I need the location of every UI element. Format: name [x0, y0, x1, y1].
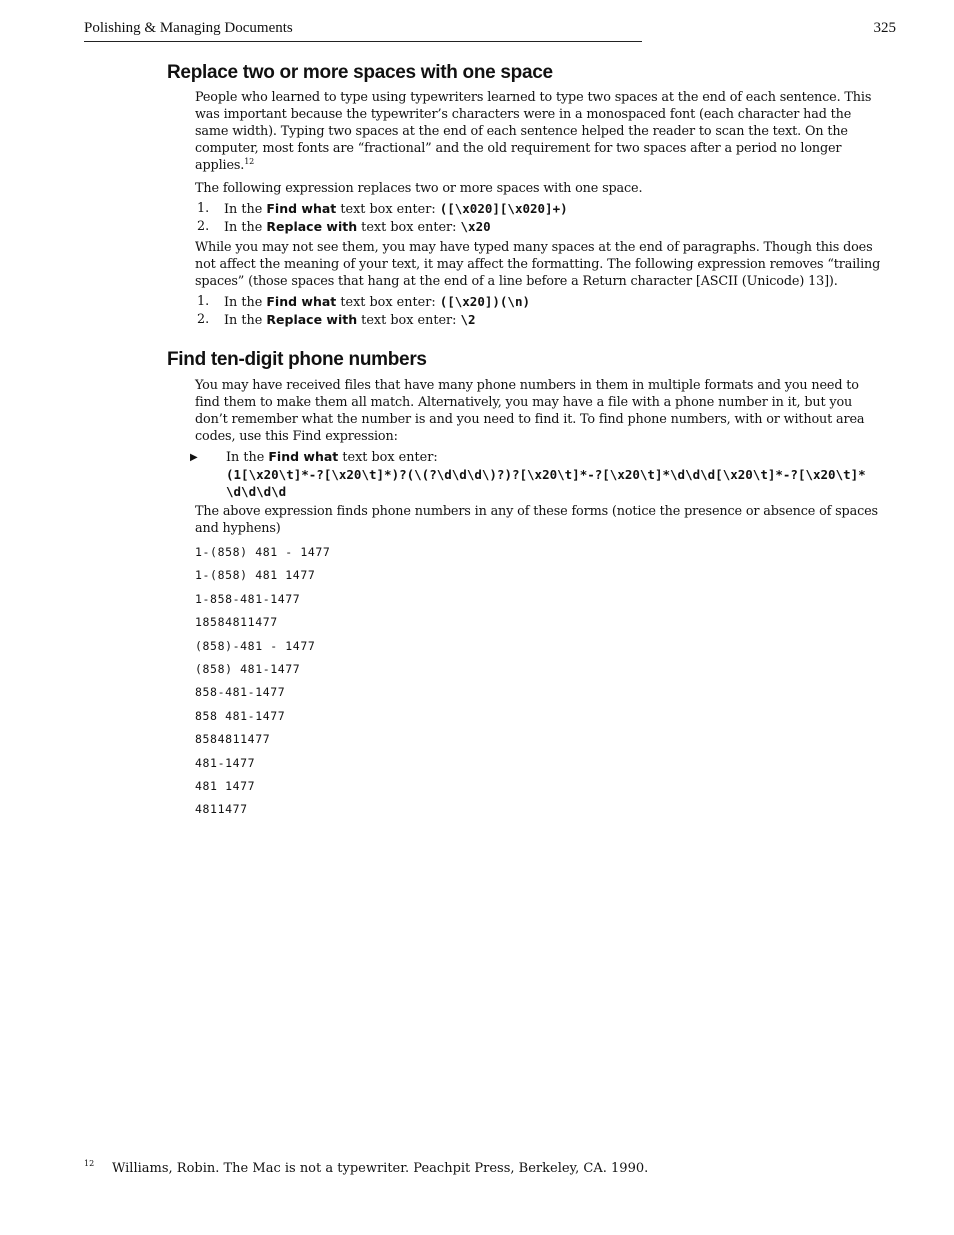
- bullet-instruction: [226, 448, 880, 466]
- bullet-text: In the: [226, 450, 269, 465]
- list-item: 858 481-1477: [195, 708, 286, 723]
- step-text: text box enter:: [357, 220, 461, 235]
- list-item: 4811477: [195, 802, 248, 817]
- page-header: [84, 20, 896, 42]
- steps-list-b: [195, 293, 885, 329]
- section-replace-spaces-body: [195, 89, 885, 329]
- running-title: Polishing & Managing Documents: [84, 20, 293, 36]
- list-item: 1-858-481-1477: [195, 591, 301, 606]
- steps-list-a: [195, 200, 885, 236]
- section-phone-numbers-body: [195, 377, 885, 445]
- list-item: (858) 481-1477: [195, 661, 301, 676]
- step-number: 2.: [197, 312, 210, 327]
- step-number: 1.: [197, 294, 210, 309]
- list-item: (858)-481 - 1477: [195, 638, 316, 653]
- section-heading-phone-numbers: Find ten-digit phone numbers: [167, 349, 427, 370]
- step-number: 1.: [197, 201, 210, 216]
- ui-label: Find what: [268, 449, 339, 464]
- bullet-content: [226, 448, 880, 500]
- triangle-right-icon: ▶: [190, 452, 198, 463]
- paragraph-trailing-spaces: While you may not see them, you may have typed many spaces at the end of paragraphs. Though this does not affect the meaning of your text, it may affect the formatting. The following expression removes “trailing spaces” (those spaces that hang at the end of a line before a Return character [ASCII (Unicode) 13]).: [195, 240, 881, 289]
- step-text: In the: [224, 202, 267, 217]
- list-item: 8584811477: [195, 732, 271, 747]
- paragraph-typewriter: [195, 89, 885, 174]
- code-expression: ([\x20])(\n): [439, 294, 531, 309]
- step-item: [195, 200, 885, 218]
- paragraph-expression-intro: The following expression replaces two or more spaces with one space.: [195, 181, 643, 196]
- ui-label: Find what: [266, 201, 337, 216]
- step-item: [195, 293, 885, 311]
- list-item: 481-1477: [195, 755, 256, 770]
- phone-regex-expression: (1[\x20\t]*-?[\x20\t]*)?(\(?\d\d\d\)?)?[\x20\t]*-?[\x20\t]*\d\d\d[\x20\t]*-?[\x20\t]*\d\d\d\d: [226, 467, 866, 499]
- paragraph-phone-intro: You may have received files that have many phone numbers in them in multiple formats and you need to find them to make them all match. Alternatively, you may have a file with a phone number in it, but you don’t remember what the number is and you need to find it. To find phone numbers, with or without area codes, use this Find expression:: [195, 378, 865, 444]
- ui-label: Replace with: [266, 219, 358, 234]
- step-text: text box enter:: [336, 202, 440, 217]
- phone-examples-list: [195, 544, 330, 825]
- step-item: [195, 218, 885, 236]
- code-expression: ([\x020][\x020]+): [439, 201, 568, 216]
- list-item: 18584811477: [195, 615, 278, 630]
- footnote-reference: 12: [244, 157, 255, 166]
- list-item: 1-(858) 481 - 1477: [195, 545, 331, 559]
- list-item: 1-(858) 481 1477: [195, 568, 316, 583]
- ui-label: Find what: [266, 294, 337, 309]
- step-text: text box enter:: [357, 313, 461, 328]
- step-text: text box enter:: [336, 295, 440, 310]
- section-phone-forms-intro: [195, 503, 885, 537]
- list-item: 858-481-1477: [195, 685, 286, 700]
- code-expression: \x20: [460, 219, 491, 234]
- code-expression: \2: [460, 312, 476, 327]
- ui-label: Replace with: [266, 312, 358, 327]
- footnote-mark: 12: [84, 1159, 95, 1168]
- section-heading-replace-spaces: Replace two or more spaces with one space: [167, 62, 553, 83]
- step-item: [195, 311, 885, 329]
- paragraph-typewriter-text: People who learned to type using typewriters learned to type two spaces at the end of each sentence. This was important because the typewriter’s characters were in a monospaced font (each character had the same width). Typing two spaces at the end of each sentence helped the reader to scan the text. On the computer, most fonts are “fractional” and the old requirement for two spaces after a period no longer applies.: [195, 90, 872, 173]
- list-item: 481 1477: [195, 778, 256, 793]
- footnote-text: Williams, Robin. The Mac is not a typewriter. Peachpit Press, Berkeley, CA. 1990.: [112, 1161, 649, 1176]
- page-number: 325: [873, 20, 896, 36]
- step-number: 2.: [197, 219, 210, 234]
- step-text: In the: [224, 220, 267, 235]
- paragraph-phone-forms: The above expression finds phone numbers in any of these forms (notice the presence or absence of spaces and hyphens): [195, 504, 878, 536]
- bullet-item-find-expression: [190, 448, 880, 500]
- bullet-text: text box enter:: [338, 450, 438, 465]
- header-rule: [84, 41, 642, 42]
- step-text: In the: [224, 295, 267, 310]
- step-text: In the: [224, 313, 267, 328]
